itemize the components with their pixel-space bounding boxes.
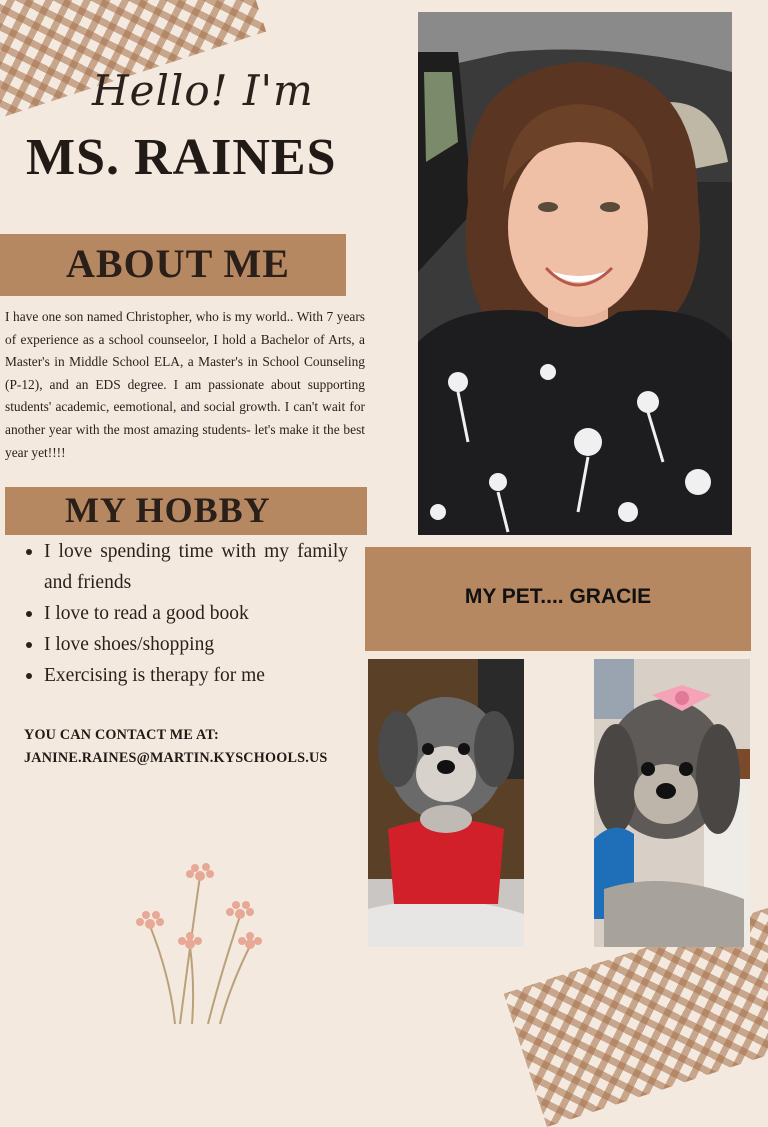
- page-title: MS. RAINES: [26, 129, 337, 186]
- my-pet-banner: [365, 547, 751, 651]
- dog-photo-blue-shirt: [594, 659, 750, 947]
- list-item: Exercising is therapy for me: [24, 660, 348, 691]
- dog-illustration-1: [368, 659, 524, 947]
- hobby-list: [24, 536, 348, 691]
- about-me-heading: ABOUT ME: [66, 241, 290, 286]
- my-hobby-banner: [5, 487, 367, 535]
- contact-email: JANINE.RAINES@MARTIN.KYSCHOOLS.US: [24, 750, 328, 766]
- dog-photo-red-shirt: [368, 659, 524, 947]
- about-me-text: I have one son named Christopher, who is my world.. With 7 years of experience as a school counseelor, I hold a Bachelor of Arts, a Master's in Middle School ELA, a Master's in School Counseling (P-12), and an EDS degree. I am passionate about supporting students' academic, eemotional, and social growth. I can't wait for another year with the most amazing students- let's make it the best year yet!!!!: [5, 309, 365, 460]
- dog-illustration-2: [594, 659, 750, 947]
- my-pet-heading: MY PET.... GRACIE: [464, 585, 652, 608]
- about-me-banner: [0, 234, 346, 296]
- flower-decoration: [120, 856, 280, 1024]
- list-item: I love spending time with my family and friends: [24, 536, 348, 598]
- list-item: I love to read a good book: [24, 598, 348, 629]
- my-hobby-heading: MY HOBBY: [65, 490, 271, 530]
- contact-label: YOU CAN CONTACT ME AT:: [24, 727, 219, 743]
- greeting-script: Hello! I'm: [92, 66, 314, 115]
- portrait-illustration: [418, 12, 732, 535]
- dried-flowers-icon: [120, 856, 280, 1024]
- portrait-photo: [418, 12, 732, 535]
- contact-block: [24, 724, 364, 770]
- list-item: I love shoes/shopping: [24, 629, 348, 660]
